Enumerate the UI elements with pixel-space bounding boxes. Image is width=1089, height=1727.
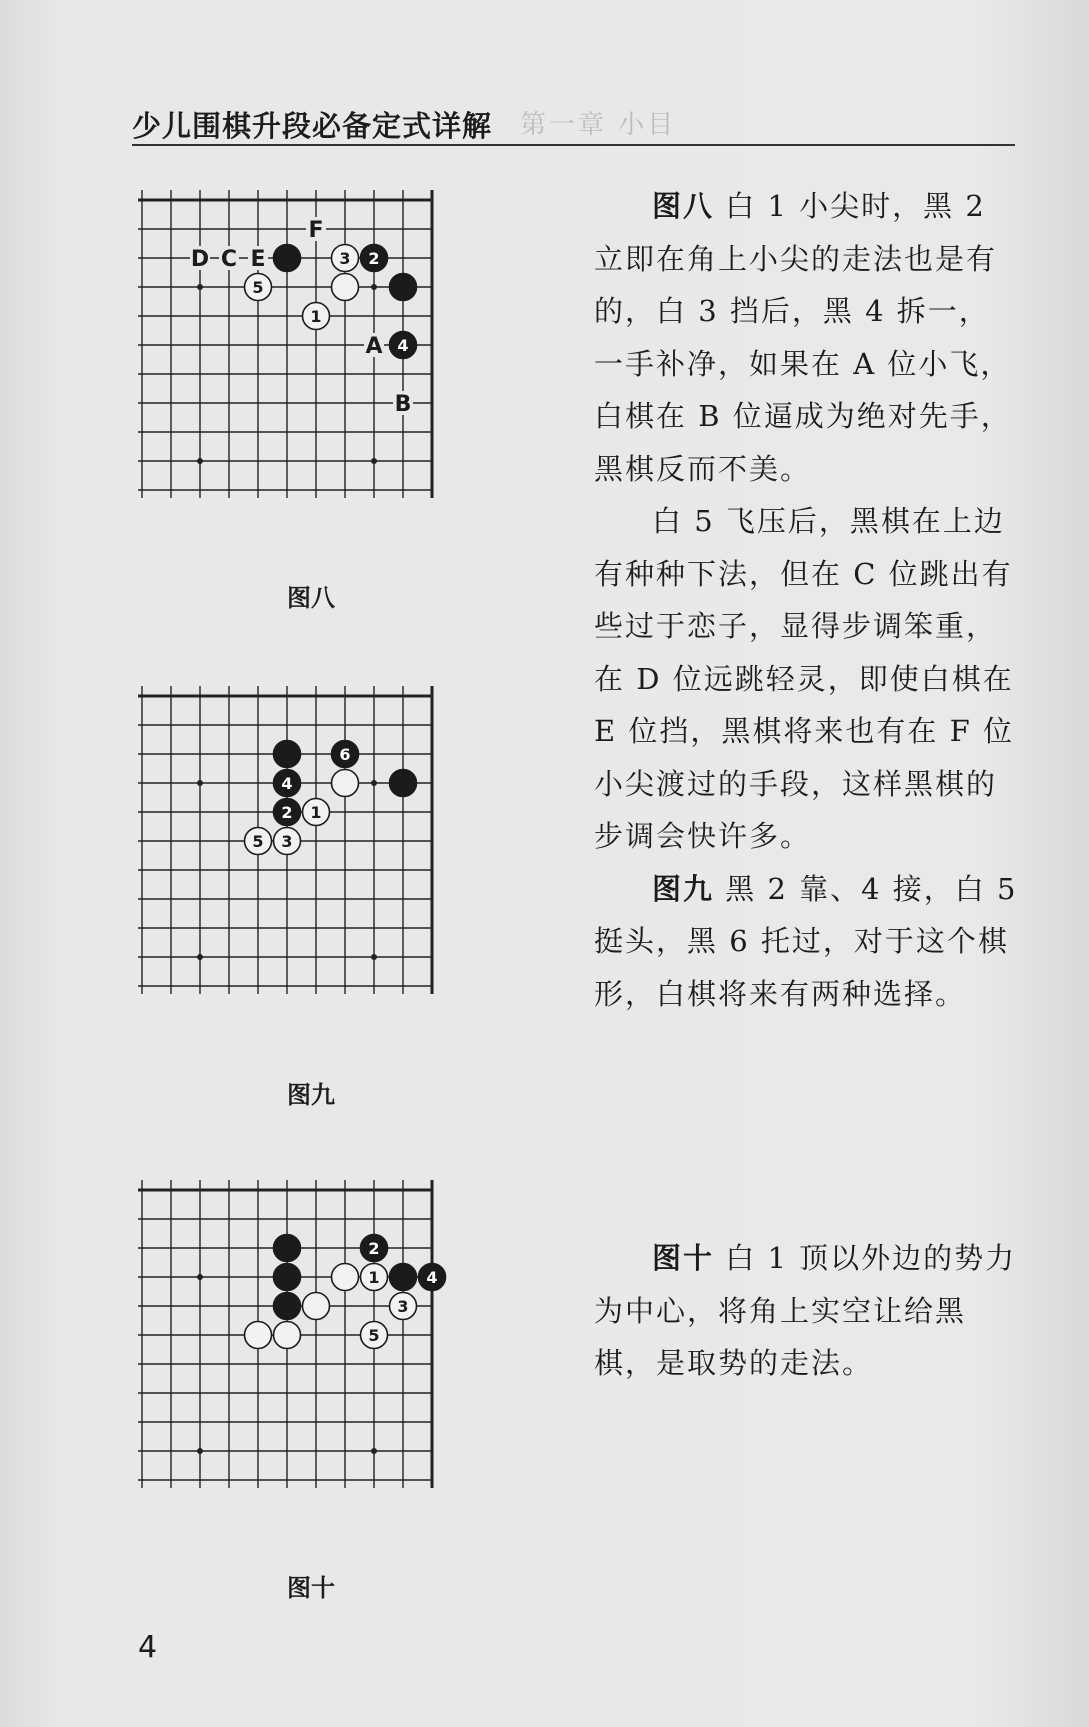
paragraph-text: 黑 2 靠、4 接，白 5 挺头，黑 6 托过，对于这个棋形，白棋将来有两种选择。 [594,871,1018,1011]
star-point [197,1274,203,1280]
stone-number: 2 [281,803,293,822]
paragraph [594,1232,1019,1390]
board-letter: C [220,247,238,272]
stone-number: 3 [339,249,351,268]
stone-number: 1 [310,307,322,326]
board-letter: D [190,247,210,272]
stone-number: 4 [397,336,409,355]
white-stone [303,1293,330,1320]
header-rule [132,144,1015,146]
go-board-figure-10 [138,1180,485,1522]
black-stone [274,245,301,272]
star-point [371,780,377,786]
star-point [197,954,203,960]
stone-number: 2 [368,249,380,268]
page-number: 4 [138,1630,158,1665]
paragraph [594,495,1019,863]
stone-number: 1 [310,803,322,822]
stone-number: 3 [397,1297,409,1316]
star-point [197,1448,203,1454]
board-letter: B [394,392,412,417]
stone-number: 1 [368,1268,380,1287]
figure-caption: 图九 [287,1081,335,1109]
bleed-through-text: 第一章 小目 [520,110,677,140]
go-board-figure-9 [138,686,485,1028]
star-point [197,780,203,786]
go-board-svg [138,686,485,1028]
text-block-figure-8 [594,180,1019,1020]
star-point [371,458,377,464]
board-letter: A [365,334,383,359]
book-title: 少儿围棋升段必备定式详解 [132,109,493,143]
go-board-svg [138,1180,485,1522]
stone-number: 5 [252,278,264,297]
star-point [197,458,203,464]
stone-number: 6 [339,745,351,764]
black-stone [390,1264,417,1291]
paragraph [594,863,1019,1021]
figure-reference: 图九 [652,871,715,906]
white-stone [332,1264,359,1291]
white-stone [332,770,359,797]
figure-caption: 图八 [287,584,335,612]
black-stone [274,1235,301,1262]
figure-reference: 图八 [652,189,715,223]
black-stone [274,1293,301,1320]
figure-reference: 图十 [652,1241,715,1275]
star-point [371,1448,377,1454]
paragraph-text: 白 5 飞压后，黑棋在上边有种种下法，但在 C 位跳出有些过于恋子，显得步调笨重，在 D 位远跳轻灵，即使白棋在 E 位挡，黑棋将来也有在 F 位小尖渡过的手段，这样黑棋的步调会快许多。 [594,504,1014,853]
paragraph [594,180,1019,495]
white-stone [245,1322,272,1349]
stone-number: 3 [281,832,293,851]
go-board-figure-8 [138,190,485,532]
board-letter: F [308,218,324,243]
paragraph-text: 白 1 顶以外边的势力为中心，将角上实空让给黑棋，是取势的走法。 [594,1241,1017,1380]
board-letter: E [250,247,266,272]
white-stone [274,1322,301,1349]
black-stone [274,741,301,768]
black-stone [390,274,417,301]
text-block-figure-10 [594,1232,1019,1390]
stone-number: 4 [281,774,293,793]
stone-number: 5 [252,832,264,851]
stone-number: 5 [368,1326,380,1345]
star-point [197,284,203,290]
go-board-svg [138,190,485,532]
black-stone [390,770,417,797]
white-stone [332,274,359,301]
black-stone [274,1264,301,1291]
star-point [371,284,377,290]
paragraph-text: 白 1 小尖时，黑 2 立即在角上小尖的走法也是有的，白 3 挡后，黑 4 拆一，一手补净，如果在 A 位小飞，白棋在 B 位逼成为绝对先手，黑棋反而不美。 [594,189,1012,486]
star-point [371,954,377,960]
stone-number: 4 [426,1268,438,1287]
figure-caption: 图十 [287,1574,335,1602]
stone-number: 2 [368,1239,380,1258]
